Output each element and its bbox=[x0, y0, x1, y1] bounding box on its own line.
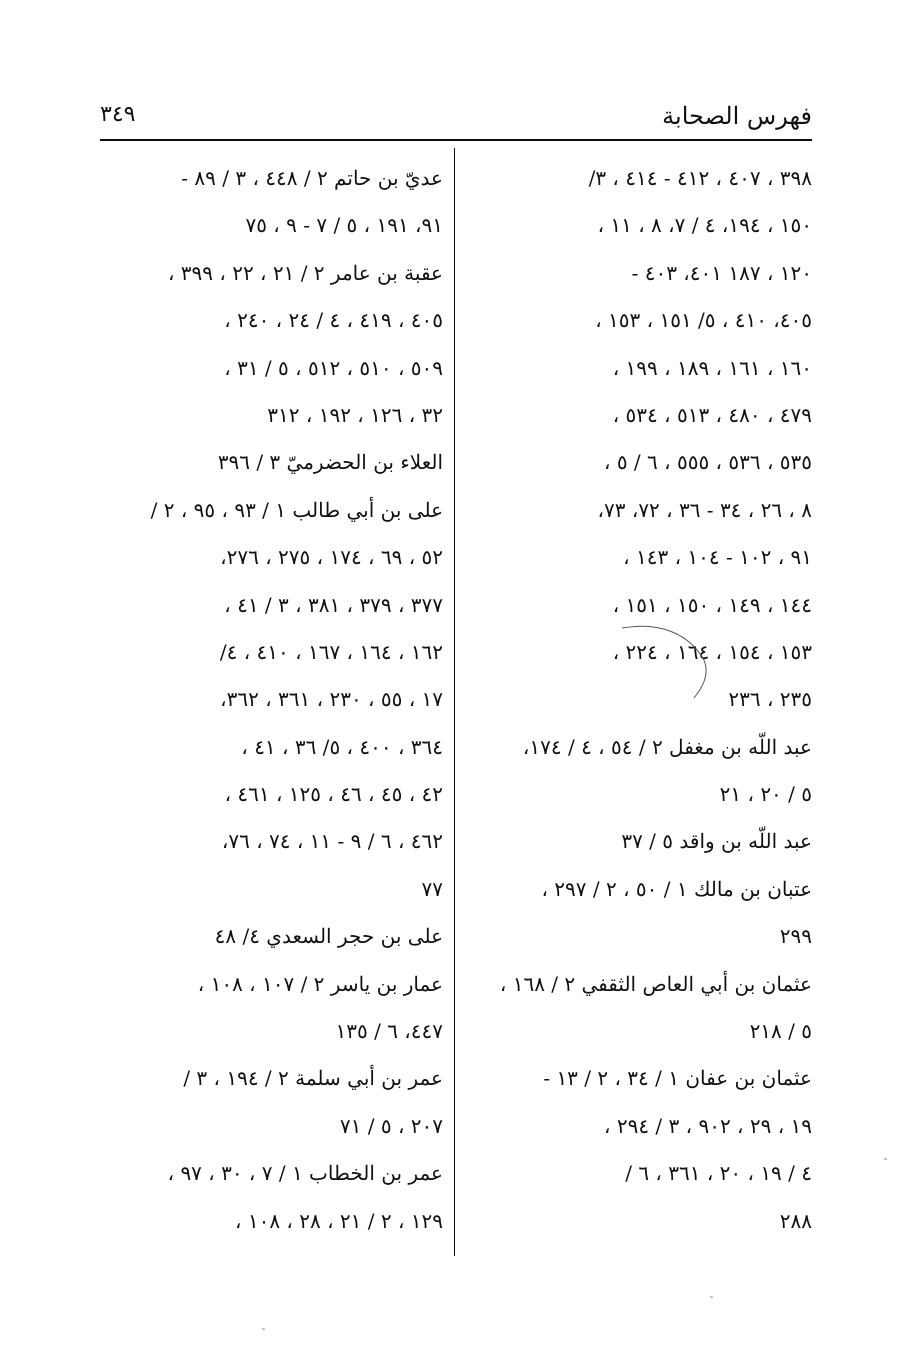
index-entry-heading: عقبة بن عامر ٢ / ٢١ ، ٢٢ ، ٣٩٩ ، bbox=[167, 260, 443, 285]
index-entry-heading: على بن حجر السعدي ٤/ ٤٨ bbox=[214, 924, 443, 949]
index-line: ٨ ، ٢٦ ، ٣٤ - ٣٦ ، ٧٢، ٧٣، bbox=[597, 497, 812, 522]
index-entry-heading: العلاء بن الحضرميّ ٣ / ٣٩٦ bbox=[217, 450, 443, 475]
index-line: ١٢٠ ، ١٨٧ ٤٠١، ٤٠٣ - bbox=[631, 260, 812, 285]
index-entry-heading: عبد اللّه بن مغفل ٢ / ٥٤ ، ٤ / ١٧٤، bbox=[522, 734, 812, 759]
index-line: ٢٣٥ ، ٢٣٦ bbox=[728, 687, 812, 712]
index-line: ١٩ ، ٢٩ ، ٩٠٢ ، ٣ / ٢٩٤ ، bbox=[604, 1113, 812, 1138]
index-line: ٧٧ bbox=[421, 876, 443, 901]
left-column bbox=[100, 155, 443, 1245]
index-line: ٩١، ١٩١ ، ٥ / ٧ - ٩ ، ٧٥ bbox=[245, 213, 443, 238]
index-line: ١٦٠ ، ١٦١ ، ١٨٩ ، ١٩٩ ، bbox=[612, 355, 812, 380]
index-entry-heading: عديّ بن حاتم ٢ / ٤٤٨ ، ٣ / ٨٩ - bbox=[181, 166, 443, 190]
page-number: ٣٤٩ bbox=[100, 102, 136, 127]
index-entry-heading: عمر بن أبي سلمة ٢ / ١٩٤ ، ٣ / bbox=[183, 1066, 443, 1091]
index-line: ٤ / ١٩ ، ٢٠ ، ٣٦١ ، ٦ / bbox=[625, 1161, 812, 1186]
index-line: ٣٩٨ ، ٤٠٧ ، ٤١٢ - ٤١٤ ، ٣/ bbox=[588, 166, 812, 190]
index-line: ٣٧٧ ، ٣٧٩ ، ٣٨١ ، ٣ / ٤١ ، bbox=[224, 592, 443, 617]
index-line: ٤٢ ، ٤٥ ، ٤٦ ، ١٢٥ ، ٤٦١ ، bbox=[224, 782, 443, 807]
index-entry-heading: عثمان بن أبي العاص الثقفي ٢ / ١٦٨ ، bbox=[499, 971, 812, 996]
index-line: ١٦٢ ، ١٦٤ ، ١٦٧ ، ٤١٠ ، ٤/ bbox=[219, 639, 443, 664]
index-entry-heading: عثمان بن عفان ١ / ٣٤ ، ٢ / ١٣ - bbox=[543, 1066, 812, 1091]
index-line: ٣٦٤ ، ٤٠٠ ، ٥/ ٣٦ ، ٤١ ، bbox=[241, 734, 443, 759]
index-line: ١٢٩ ، ٢ / ٢١ ، ٢٨ ، ١٠٨ ، bbox=[235, 1208, 443, 1233]
index-entry-heading: عمار بن ياسر ٢ / ١٠٧ ، ١٠٨ ، bbox=[197, 971, 443, 996]
index-line: ٥ / ٢٠ ، ٢١ bbox=[719, 782, 812, 807]
scan-speck bbox=[262, 1328, 265, 1330]
index-line: ٤٦٢ ، ٦ / ٩ - ١١ ، ٧٤ ، ٧٦، bbox=[221, 829, 443, 854]
index-line: ٥٣٥ ، ٥٣٦ ، ٥٥٥ ، ٦ / ٥ ، bbox=[604, 450, 812, 475]
index-entry-heading: على بن أبي طالب ١ / ٩٣ ، ٩٥ ، ٢ / bbox=[150, 497, 443, 522]
index-entry-heading: عتبان بن مالك ١ / ٥٠ ، ٢ / ٢٩٧ ، bbox=[541, 876, 812, 901]
index-line: ٢٨٨ bbox=[779, 1208, 812, 1233]
index-line: ٩١ ، ١٠٢ - ١٠٤ ، ١٤٣ ، bbox=[623, 545, 812, 570]
index-line: ٢٩٩ bbox=[779, 924, 812, 949]
pencil-mark bbox=[618, 620, 718, 700]
index-entry-heading: عبد اللّه بن واقد ٥ / ٣٧ bbox=[621, 829, 812, 854]
index-line: ١٧ ، ٥٥ ، ٢٣٠ ، ٣٦١ ، ٣٦٢، bbox=[220, 687, 443, 712]
index-entry-heading: عمر بن الخطاب ١ / ٧ ، ٣٠ ، ٩٧ ، bbox=[167, 1161, 443, 1186]
index-line: ٤٤٧، ٦ / ١٣٥ bbox=[335, 1019, 443, 1044]
index-line: ٤٠٥ ، ٤١٩ ، ٤ / ٢٤ ، ٢٤٠ ، bbox=[224, 308, 443, 333]
index-line: ٢٠٧ ، ٥ / ٧١ bbox=[339, 1113, 443, 1138]
page-header bbox=[100, 100, 812, 140]
index-line: ١٥٠ ، ١٩٤، ٤ / ٧، ٨ ، ١١ ، bbox=[597, 213, 812, 238]
index-line: ٣٢ ، ١٢٦ ، ١٩٢ ، ٣١٢ bbox=[267, 402, 443, 427]
index-line: ٤٠٥، ٤١٠ ، ٥/ ١٥١ ، ١٥٣ ، bbox=[595, 308, 812, 333]
index-line: ٤٧٩ ، ٤٨٠ ، ٥١٣ ، ٥٣٤ ، bbox=[612, 402, 812, 427]
index-line: ٥ / ٢١٨ bbox=[749, 1019, 812, 1044]
header-rule bbox=[100, 139, 812, 141]
index-line: ٥٠٩ ، ٥١٠ ، ٥١٢ ، ٥ / ٣١ ، bbox=[224, 355, 443, 380]
index-line: ٥٢ ، ٦٩ ، ١٧٤ ، ٢٧٥ ، ٢٧٦، bbox=[220, 545, 443, 570]
scan-speck bbox=[710, 1296, 713, 1298]
column-divider bbox=[454, 148, 455, 1256]
running-title: فهرس الصحابة bbox=[662, 102, 812, 130]
index-line: ١٤٤ ، ١٤٩ ، ١٥٠ ، ١٥١ ، bbox=[612, 592, 812, 617]
scan-speck bbox=[884, 1158, 887, 1160]
index-line: ١٥٣ ، ١٥٤ ، ١٦٤ ، ٢٢٤ ، bbox=[612, 639, 812, 664]
